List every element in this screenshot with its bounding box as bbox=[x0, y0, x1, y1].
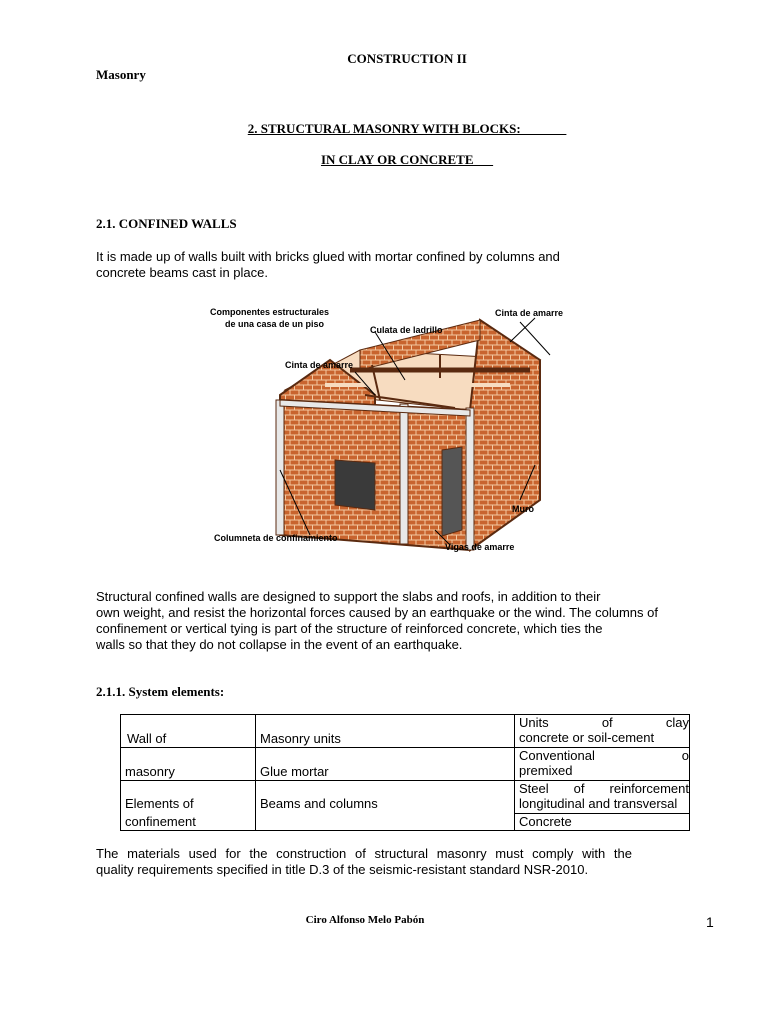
cell-wall-of: Wall of bbox=[127, 731, 167, 746]
cell-masonry-units: Masonry units bbox=[260, 731, 341, 746]
para2-line-1: Structural confined walls are designed to support the slabs and roofs, in addition to their bbox=[96, 589, 601, 604]
label-components-2: de una casa de un piso bbox=[225, 319, 325, 329]
cell-confinement: confinement bbox=[125, 814, 196, 829]
section-heading-line1: 2. STRUCTURAL MASONRY WITH BLOCKS:_______ bbox=[247, 121, 567, 136]
label-cinta-top: Cinta de amarre bbox=[495, 308, 564, 318]
para3-line-1: The materials used for the construction of structural masonry must comply with the bbox=[96, 846, 632, 861]
label-muro: Muro bbox=[512, 504, 534, 514]
cell-steel-1: Steel of reinforcement bbox=[519, 781, 689, 796]
label-culata: Culata de ladrillo bbox=[370, 325, 443, 335]
label-cinta-left: Cinta de amarre bbox=[285, 360, 354, 370]
cell-concrete: Concrete bbox=[519, 814, 572, 829]
label-vigas: Vigas de amarre bbox=[445, 542, 515, 552]
subsection-heading: 2.1. CONFINED WALLS bbox=[96, 216, 237, 231]
intro-paragraph bbox=[96, 249, 616, 281]
table-cell bbox=[121, 781, 256, 831]
table-cell bbox=[121, 748, 256, 781]
cell-units-clay-2: concrete or soil-cement bbox=[519, 730, 655, 745]
table-cell bbox=[121, 715, 256, 748]
table-cell bbox=[256, 715, 515, 748]
table-cell bbox=[256, 781, 515, 831]
cell-conventional-2: premixed bbox=[519, 763, 573, 778]
house-structure-figure bbox=[200, 300, 590, 560]
cell-steel-2: longitudinal and transversal bbox=[519, 796, 678, 811]
table-row bbox=[121, 781, 690, 814]
cell-units-clay-1: Units of clay bbox=[519, 715, 689, 730]
table-row bbox=[121, 715, 690, 748]
materials-paragraph bbox=[96, 846, 632, 878]
intro-line-2: concrete beams cast in place. bbox=[96, 265, 268, 280]
system-elements-table bbox=[120, 714, 690, 831]
label-components-1: Componentes estructurales bbox=[210, 307, 330, 317]
cell-beams-columns: Beams and columns bbox=[260, 796, 378, 811]
document-title: CONSTRUCTION II bbox=[347, 51, 467, 66]
description-paragraph bbox=[96, 589, 706, 653]
para3-line-2: quality requirements specified in title D.3 of the seismic-resistant standard NSR-2010. bbox=[96, 862, 589, 877]
cell-masonry: masonry bbox=[125, 764, 175, 779]
system-elements-heading: 2.1.1. System elements: bbox=[96, 684, 225, 699]
para2-line-3: confinement or vertical tying is part of the structure of reinforced concrete, which ties the bbox=[96, 621, 603, 636]
table-cell bbox=[515, 814, 690, 831]
subject-label: Masonry bbox=[96, 67, 146, 82]
cell-elements-of: Elements of bbox=[125, 796, 194, 811]
cell-glue-mortar: Glue mortar bbox=[260, 764, 329, 779]
para2-line-4: walls so that they do not collapse in the event of an earthquake. bbox=[96, 637, 463, 652]
table-row bbox=[121, 748, 690, 781]
table-cell bbox=[256, 748, 515, 781]
section-heading-line2: IN CLAY OR CONCRETE___ bbox=[320, 152, 494, 167]
intro-line-1: It is made up of walls built with bricks glued with mortar confined by columns and bbox=[96, 249, 560, 264]
table-cell bbox=[515, 781, 690, 814]
cell-conventional-1: Conventional o bbox=[519, 748, 689, 763]
para2-line-2: own weight, and resist the horizontal forces caused by an earthquake or the wind. The columns of bbox=[96, 605, 658, 620]
table-cell bbox=[515, 748, 690, 781]
page-number: 1 bbox=[706, 914, 714, 930]
label-columneta: Columneta de confinamiento bbox=[214, 533, 338, 543]
table-cell bbox=[515, 715, 690, 748]
footer-author: Ciro Alfonso Melo Pabón bbox=[305, 914, 425, 926]
